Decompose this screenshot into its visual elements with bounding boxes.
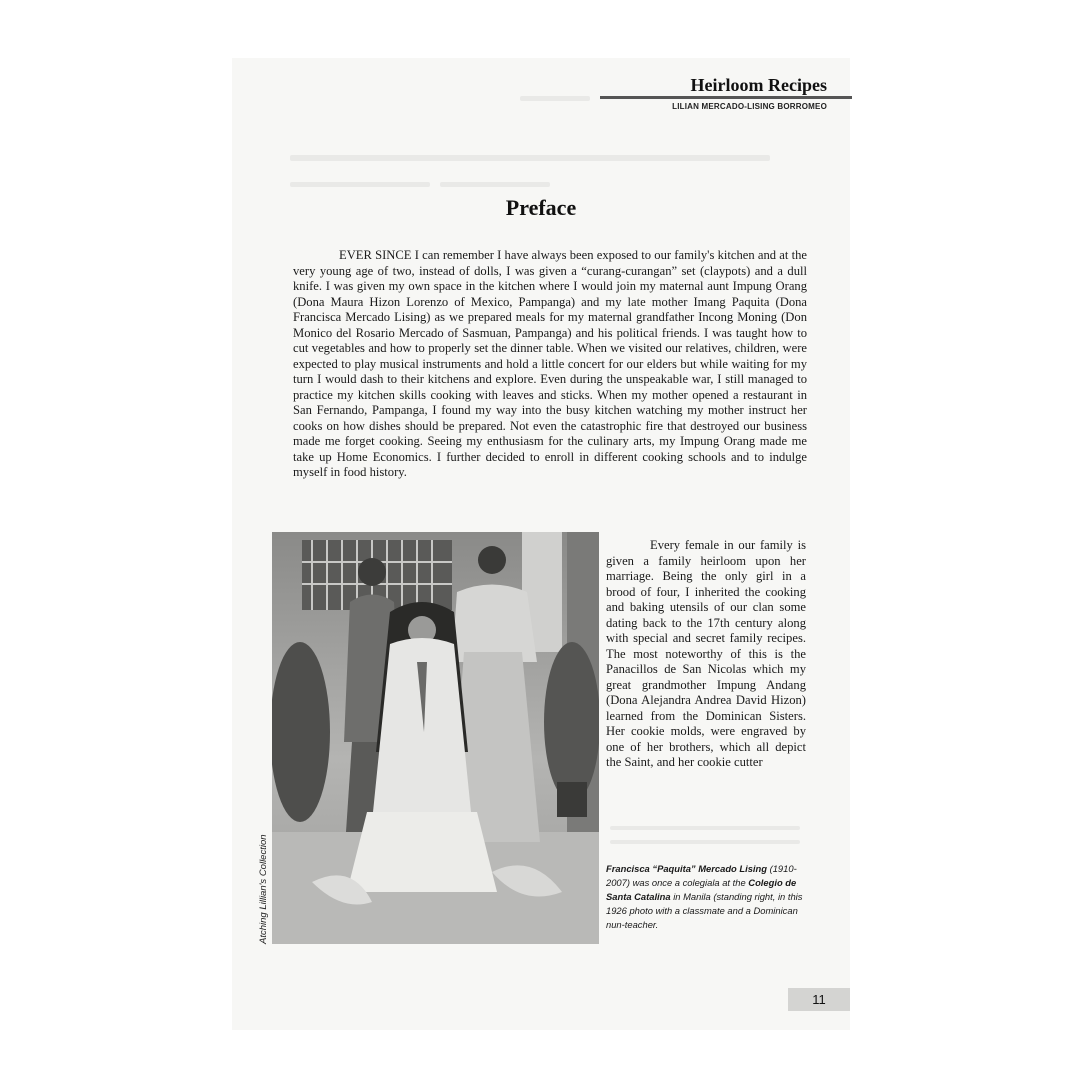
page-title: Preface xyxy=(505,195,577,220)
header-rule xyxy=(600,96,852,99)
photo-credit: Atching Lillian's Collection xyxy=(258,834,269,944)
running-header-title: Heirloom Recipes xyxy=(690,75,827,95)
running-header-author: LILIAN MERCADO-LISING BORROMEO xyxy=(672,102,827,111)
caption-text: in Manila (standing right, in this 1926 photo with a classmate and a Dominican nun-teacher. xyxy=(606,891,803,930)
photo-caption xyxy=(606,862,811,932)
show-through-text xyxy=(290,155,770,161)
page-number: 11 xyxy=(788,988,850,1011)
caption-text: (1910-2007) was once a colegiala at the xyxy=(606,863,797,888)
photo-illustration xyxy=(272,532,599,944)
caption-subject-name: Francisca “Paquita” Mercado Lising xyxy=(606,863,767,874)
historical-photo xyxy=(272,532,599,944)
show-through-text xyxy=(440,182,550,187)
caption-school-name: Colegio de Santa Catalina xyxy=(606,877,797,902)
body-paragraph: EVER SINCE I can remember I have always been exposed to our family's kitchen and at the very young age of two, instead of dolls, I was given a “curang-curangan” set (claypots) and a dull knife. I was given my own space in the kitchen where I would join my maternal aunt Impung Orang (Dona Maura Hizon Lorenzo of Mexico, Pampanga) and my late mother Imang Paquita (Dona Francisca Mercado Lising) as we prepared meals for my maternal grandfather Incong Moning (Don Monico del Rosario Mercado of Sasmuan, Pampanga) and his political friends. I was taught how to cut vegetables and how to properly set the dinner table. When we visited our relatives, children, were expected to play musical instruments and hold a little concert for our elders but while waiting for my turn I would dash to their kitchens and explore. Even during the unspeakable war, I still managed to practice my kitchen skills cooking with leaves and sticks. When my mother opened a restaurant in San Fernando, Pampanga, I found my way into the busy kitchen watching my mother instruct her cooks on how dishes should be prepared. Not even the catastrophic fire that destroyed our business made me forget cooking. Seeing my enthusiasm for the culinary arts, my Impung Orang made me take up Home Economics. I further decided to enroll in different cooking schools and to indulge myself in food history. xyxy=(293,248,807,479)
show-through-text xyxy=(610,840,800,844)
show-through-text xyxy=(520,96,590,101)
show-through-text xyxy=(610,826,800,830)
show-through-text xyxy=(290,182,430,187)
body-paragraph-continued: Every female in our family is given a family heirloom upon her marriage. Being the only girl in a brood of four, I inherited the cooking and baking utensils of our clan some dating back to the 17th century along with special and secret family recipes. The most noteworthy of this is the Panacillos de San Nicolas which my great grandmother Impung Andang (Dona Alejandra Andrea David Hizon) learned from the Dominican Sisters. Her cookie molds, were engraved by one of her brothers, which all depict the Saint, and her cookie cutter xyxy=(606,538,806,769)
